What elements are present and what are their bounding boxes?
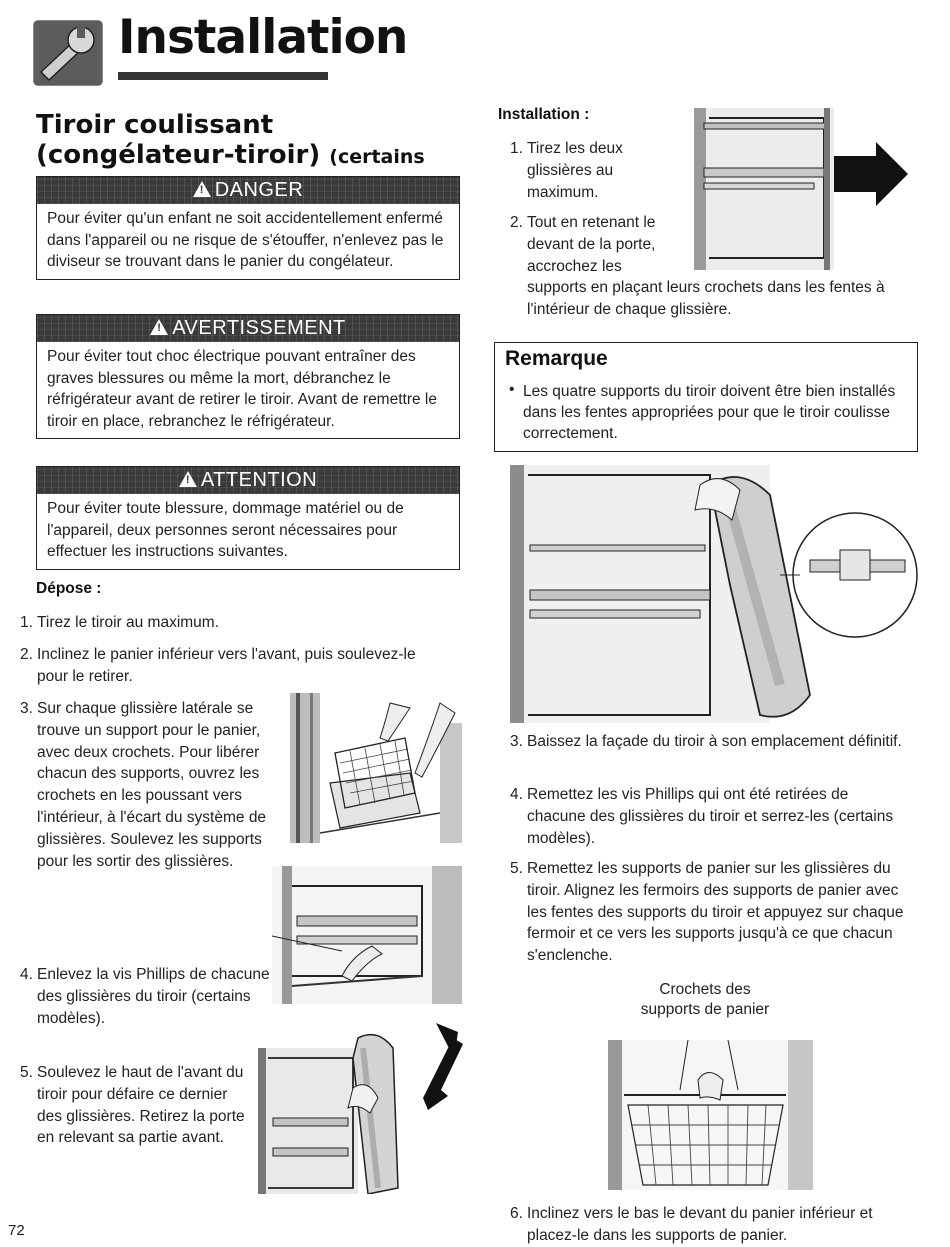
danger-label: DANGER xyxy=(214,179,304,201)
warning-triangle-icon xyxy=(150,319,168,335)
depose-step-5: 5. Soulevez le haut de l'avant du tiroir pour défaire ce dernier des glissières. Retirez la porte en relevant sa partie avant. xyxy=(20,1064,245,1147)
slide-supports-illustration xyxy=(272,866,462,1004)
remarque-text: Les quatre supports du tiroir doivent être bien installés dans les fentes appropriées pour que le tiroir coulisse correctement. xyxy=(523,383,896,442)
avertissement-box xyxy=(36,314,460,439)
attention-header xyxy=(37,467,459,494)
installation-step-2: 2. Tout en retenant le devant de la porte, accrochez les supports en plaçant leurs crochets dans les fentes à l'intérieur de chaque glissière. xyxy=(510,214,885,319)
basket-removal-illustration xyxy=(290,693,462,843)
avertissement-label: AVERTISSEMENT xyxy=(172,317,346,339)
depose-step-4: 4. Enlevez la vis Phillips de chacune des glissières du tiroir (certains modèles). xyxy=(20,966,270,1027)
remarque-box xyxy=(494,342,918,452)
installation-step-5: 5. Remettez les supports de panier sur les glissières du tiroir. Alignez les fermoirs des supports de panier avec les fentes des supports du tiroir et appuyez sur chaque fermoir et ce vers les supports jusqu'à ce que chacun s'enclenche. xyxy=(510,860,904,965)
warning-triangle-icon xyxy=(179,471,197,487)
depose-step-1: 1. Tirez le tiroir au maximum. xyxy=(20,614,220,631)
section-subtitle: (certains xyxy=(329,146,425,168)
section-title-text: Tiroir coulissant (congélateur-tiroir) xyxy=(36,110,321,170)
depose-heading: Dépose : xyxy=(36,580,102,597)
pull-slides-illustration xyxy=(694,108,924,270)
installation-step-3: 3. Baissez la façade du tiroir à son emplacement définitif. xyxy=(510,733,902,750)
page-number: 72 xyxy=(8,1222,25,1239)
bullet-icon: • xyxy=(509,381,515,398)
installation-step-4: 4. Remettez les vis Phillips qui ont été retirées de chacune des glissières du tiroir et serrez-les (certains modèles). xyxy=(510,786,894,847)
installation-step-6: 6. Inclinez vers le bas le devant du panier inférieur et placez-le dans les supports de panier. xyxy=(510,1205,873,1244)
attention-box xyxy=(36,466,460,570)
danger-header xyxy=(37,177,459,204)
avertissement-header xyxy=(37,315,459,342)
danger-text: Pour éviter qu'un enfant ne soit accidentellement enfermé dans l'appareil ou ne risque de s'étouffer, n'enlevez pas le diviseur se trouvant dans le panier du congélateur. xyxy=(47,210,444,270)
attention-label: ATTENTION xyxy=(200,469,318,491)
warning-triangle-icon xyxy=(193,181,211,197)
header-underline xyxy=(118,72,328,80)
page-header-title: Installation xyxy=(118,10,408,65)
installation-step-1: 1. Tirez les deux glissières au maximum. xyxy=(510,140,623,201)
basket-hooks-illustration xyxy=(608,1040,813,1190)
figure-caption: Crochets des supports de panier xyxy=(640,981,770,1018)
danger-box xyxy=(36,176,460,280)
wrench-icon xyxy=(33,20,103,86)
depose-step-2: 2. Inclinez le panier inférieur vers l'avant, puis soulevez-le pour le retirer. xyxy=(20,646,416,685)
lift-door-illustration xyxy=(258,1018,468,1194)
attention-text: Pour éviter toute blessure, dommage matériel ou de l'appareil, deux personnes seront nécessaires pour effectuer les instructions suivantes. xyxy=(47,500,404,560)
header-logo xyxy=(33,20,103,86)
depose-step-3: 3. Sur chaque glissière latérale se trouve un support pour le panier, avec deux crochets. Pour libérer chacun des supports, ouvrez les crochets en les poussant vers l'intérieur, à l'écart du système de glissières. Soulevez les supports pour les sortir des glissières. xyxy=(20,700,267,870)
drawer-install-illustration xyxy=(510,465,920,723)
avertissement-text: Pour éviter tout choc électrique pouvant entraîner des graves blessures ou même la mort, débranchez le réfrigérateur avant de retirer le tiroir. Avant de remettre le tiroir en place, rebranchez le réfrigérateur. xyxy=(47,348,437,430)
installation-heading: Installation : xyxy=(498,106,590,123)
remarque-title: Remarque xyxy=(505,347,608,370)
